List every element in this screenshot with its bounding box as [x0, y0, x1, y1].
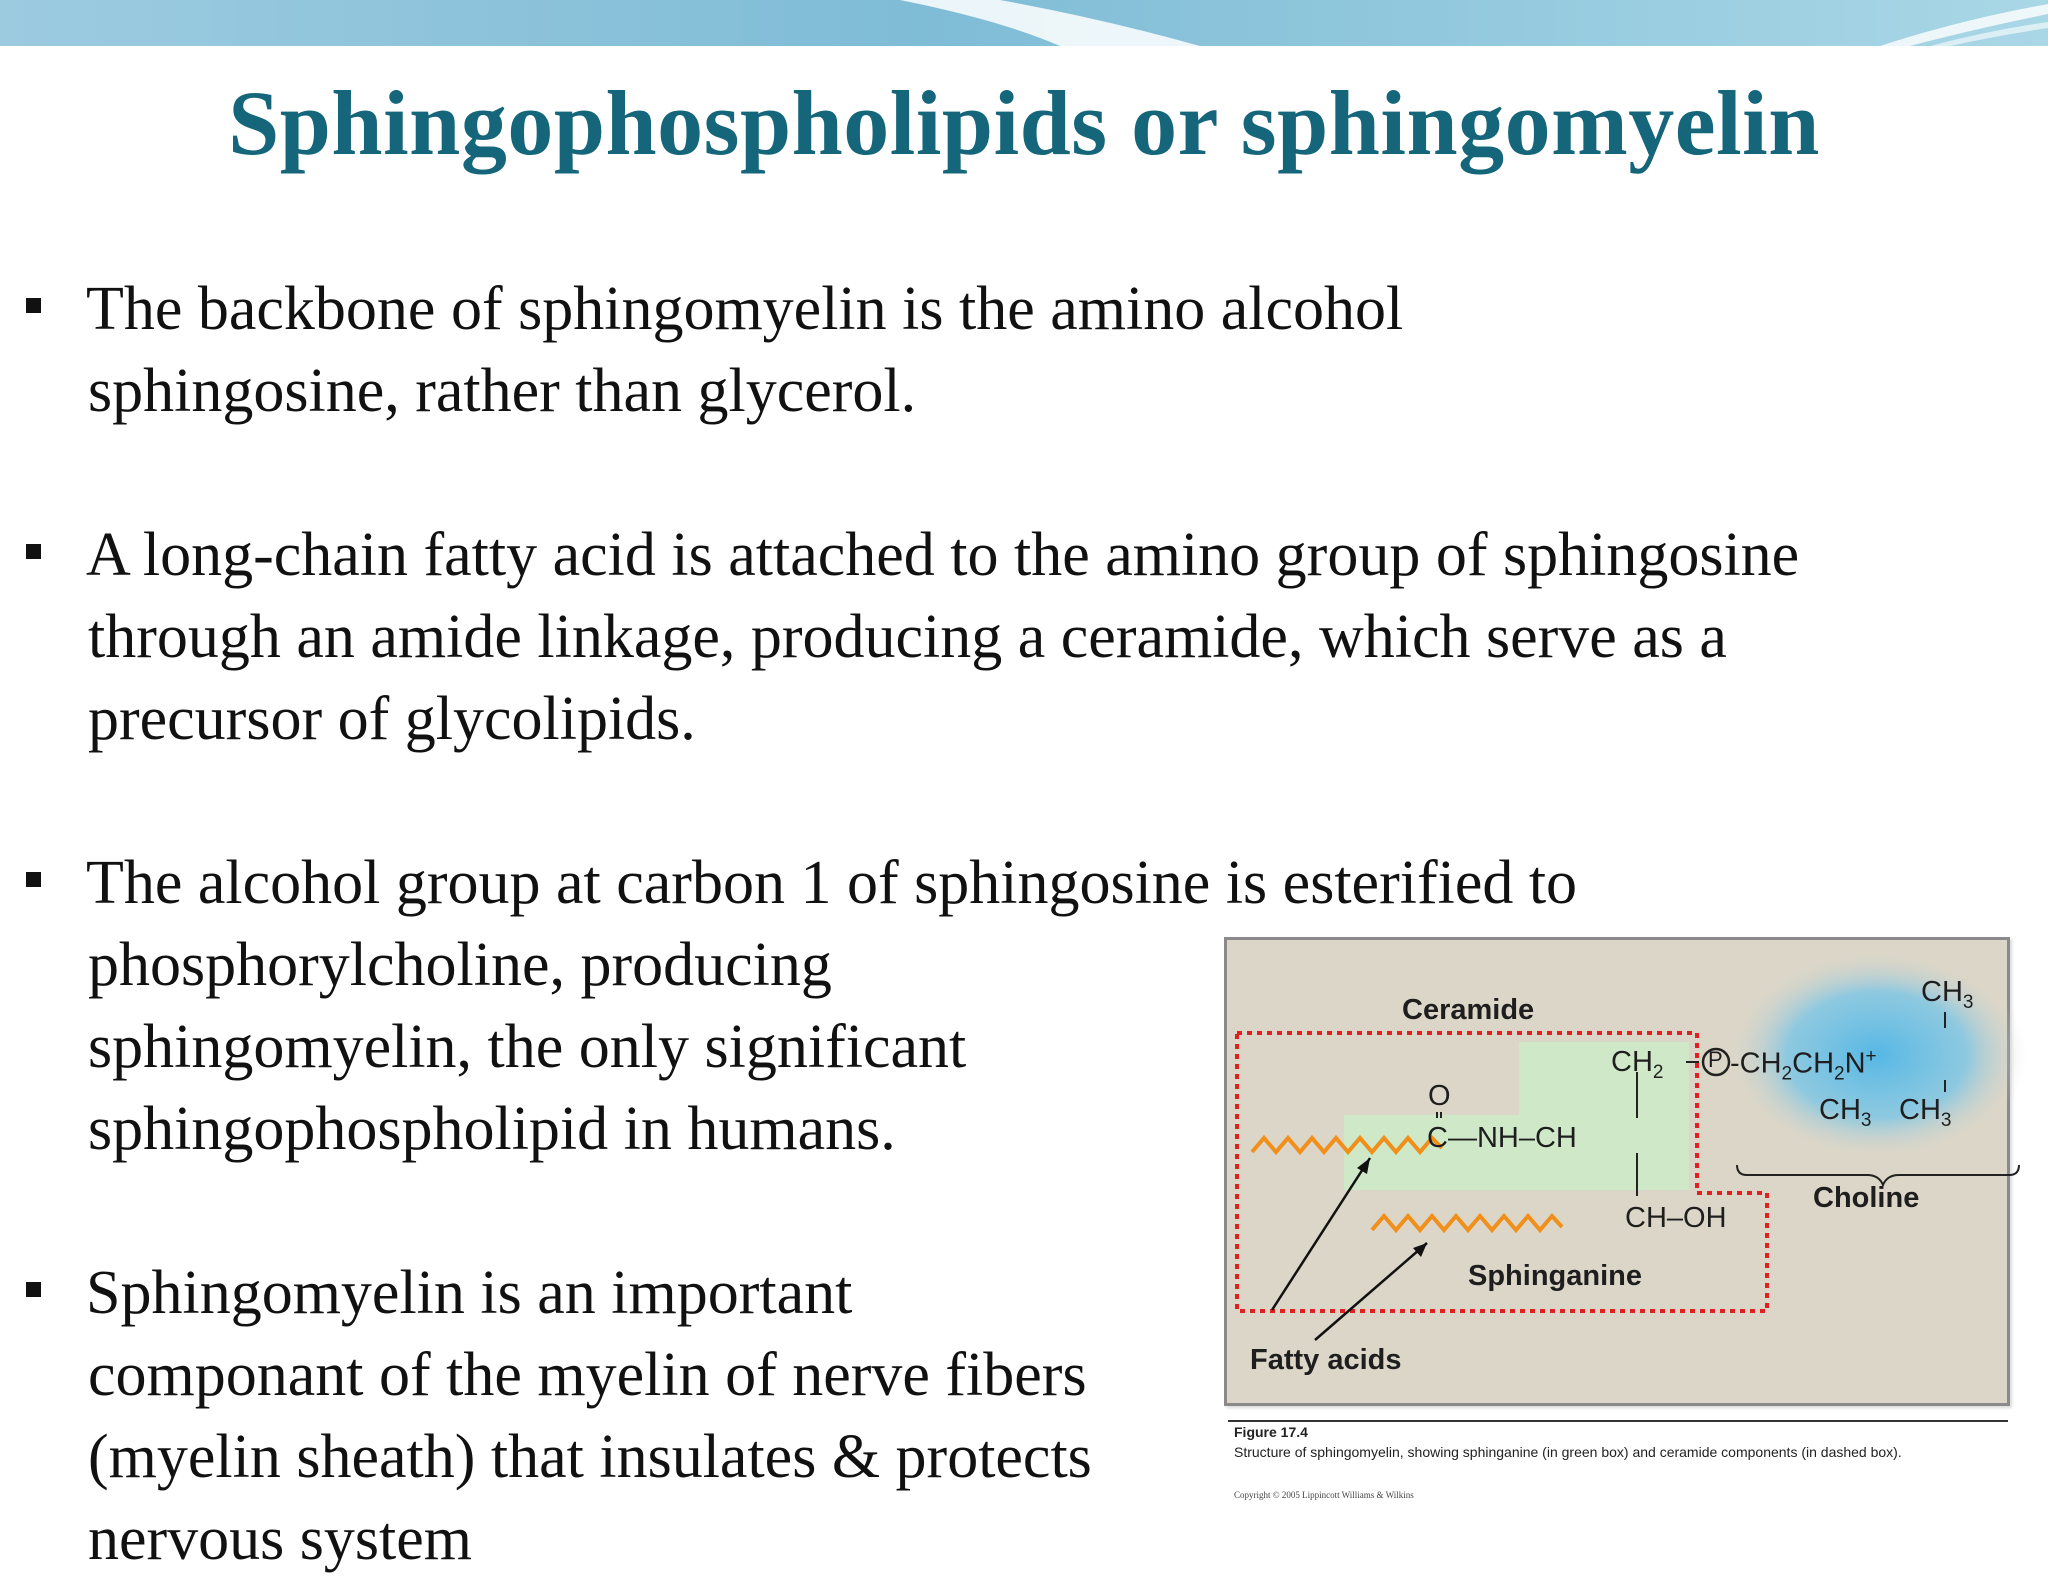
- phosphate-label: P: [1708, 1047, 1723, 1072]
- fatty-acid-chain-2: [1372, 1216, 1562, 1230]
- carbonyl-oxygen: O: [1428, 1080, 1451, 1112]
- choline-label: Choline: [1813, 1182, 1920, 1214]
- figure-copyright: Copyright © 2005 Lippincott Williams & Wilkins: [1234, 1490, 1414, 1500]
- top-decorative-band: [0, 0, 2048, 46]
- bullet-line: componant of the myelin of nerve fibers: [88, 1341, 1087, 1409]
- bullet-marker: [26, 1282, 41, 1297]
- ch3-top: $CH_3$: [1921, 976, 1974, 1013]
- bullet-line: The alcohol group at carbon 1 of sphingosine is esterified to: [86, 849, 1578, 917]
- bullet-line: sphingomyelin, the only significant: [88, 1013, 967, 1081]
- ceramide-label: Ceramide: [1402, 994, 1535, 1026]
- bullet-line: sphingosine, rather than glycerol.: [88, 357, 917, 425]
- bullet-line: A long-chain fatty acid is attached to the amino group of sphingosine: [86, 521, 1800, 589]
- ch3-left: $CH_3$: [1819, 1094, 1872, 1131]
- figure-caption-title: Figure 17.4: [1234, 1424, 1308, 1440]
- ch2-group: $CH_2$: [1611, 1046, 1664, 1083]
- bullet-backbone: [26, 268, 1403, 432]
- amide-group: C—NH–CH: [1427, 1122, 1577, 1154]
- bullet-line: phosphorylcholine, producing: [88, 931, 832, 999]
- structure-diagram: [1227, 940, 2013, 1409]
- hydroxyl-group: CH–OH: [1625, 1202, 1727, 1234]
- figure-caption-text: Structure of sphingomyelin, showing sphinganine (in green box) and ceramide components (in dashed box).: [1234, 1444, 1902, 1460]
- bullet-line: through an amide linkage, producing a ceramide, which serve as a: [88, 603, 1727, 671]
- sphingomyelin-structure-figure: [1224, 937, 2010, 1406]
- bullet-marker: [26, 872, 41, 887]
- bullet-line: Sphingomyelin is an important: [86, 1259, 853, 1327]
- bullet-marker: [26, 298, 41, 313]
- caption-divider: [1228, 1420, 2008, 1422]
- bullet-line: The backbone of sphingomyelin is the amino alcohol: [86, 275, 1404, 343]
- bullet-fatty-acid: [26, 514, 1799, 760]
- bullet-line: precursor of glycolipids.: [88, 685, 696, 753]
- bullet-line: nervous system: [88, 1505, 473, 1573]
- choline-chain: $-CH_2CH_2N^+$: [1730, 1046, 1877, 1085]
- bullet-line: (myelin sheath) that insulates & protects: [88, 1423, 1092, 1491]
- slide-title: Sphingophospholipids or sphingomyelin: [228, 72, 1820, 174]
- fatty-acids-label: Fatty acids: [1250, 1344, 1402, 1376]
- bullet-myelin: [26, 1252, 1186, 1573]
- bullet-line: sphingophospholipid in humans.: [88, 1095, 896, 1163]
- bullet-marker: [26, 544, 41, 559]
- ch3-right: $CH_3$: [1899, 1094, 1952, 1131]
- sphinganine-label: Sphinganine: [1468, 1260, 1642, 1292]
